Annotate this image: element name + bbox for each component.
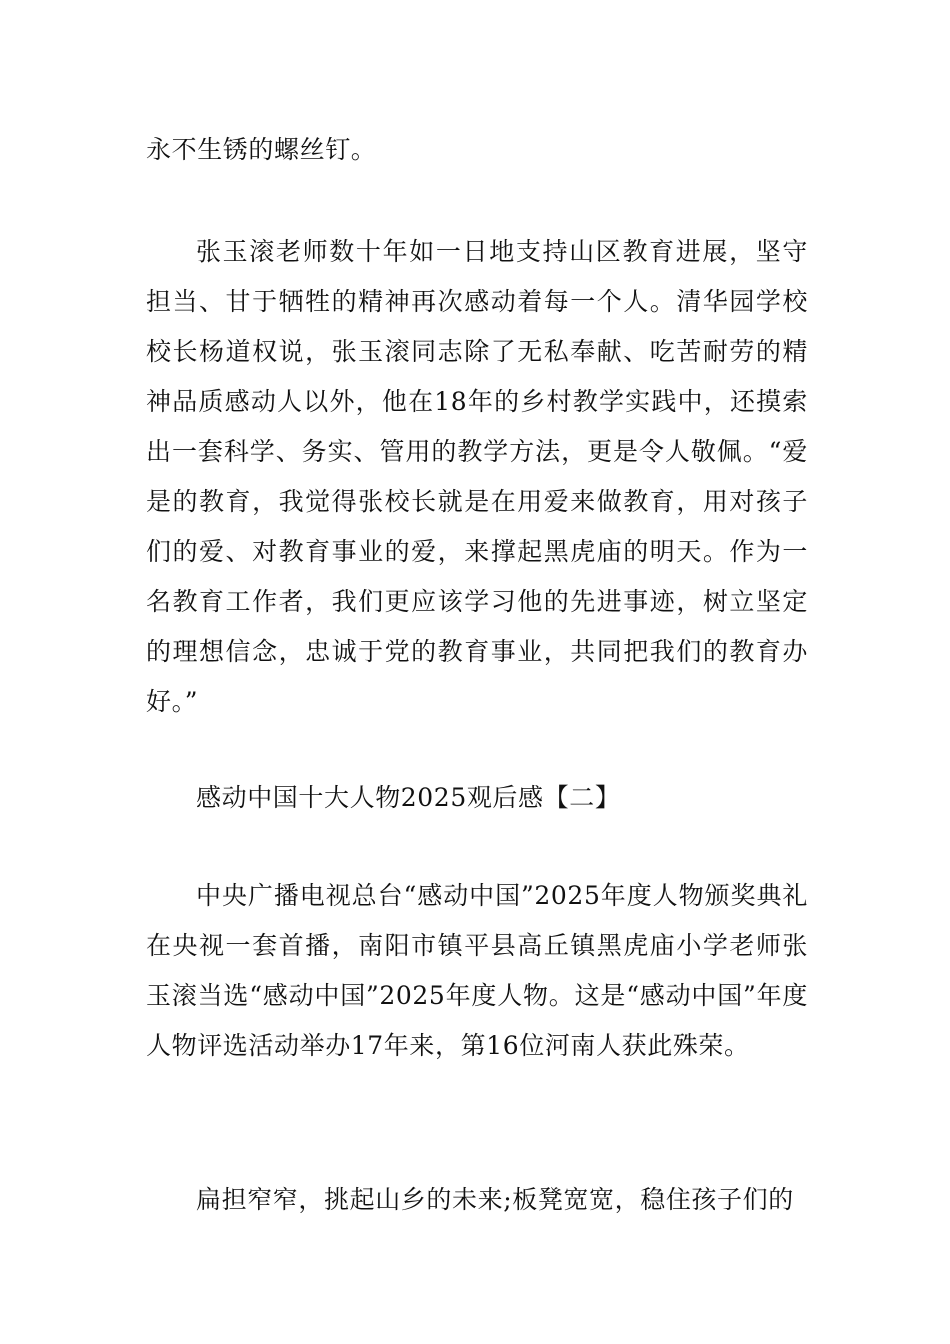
paragraph-award-news: 中央广播电视总台“感动中国”2025年度人物颁奖典礼在央视一套首播，南阳市镇平县高丘镇黑虎庙小学老师张玉滚当选“感动中国”2025年度人物。这是“感动中国”年度人物评选活动举办17年来，第16位河南人获此殊荣。 [146,881,808,1060]
paragraph-fragment: 永不生锈的螺丝钉。 [146,135,377,164]
section-heading: 感动中国十大人物2025观后感【二】 [196,783,621,812]
paragraph-closing-fragment: 扁担窄窄，挑起山乡的未来;板凳宽宽，稳住孩子们的 [196,1185,794,1214]
paragraph-teacher-praise: 张玉滚老师数十年如一日地支持山区教育进展，坚守担当、甘于牺牲的精神再次感动着每一个人。清华园学校校长杨道权说，张玉滚同志除了无私奉献、吃苦耐劳的精神品质感动人以外，他在18年的乡村教学实践中，还摸索出一套科学、务实、管用的教学方法，更是令人敬佩。“爱是的教育，我觉得张校长就是在用爱来做教育，用对孩子们的爱、对教育事业的爱，来撑起黑虎庙的明天。作为一名教育工作者，我们更应该学习他的先进事迹，树立坚定的理想信念，忠诚于党的教育事业，共同把我们的教育办好。” [146,237,808,716]
